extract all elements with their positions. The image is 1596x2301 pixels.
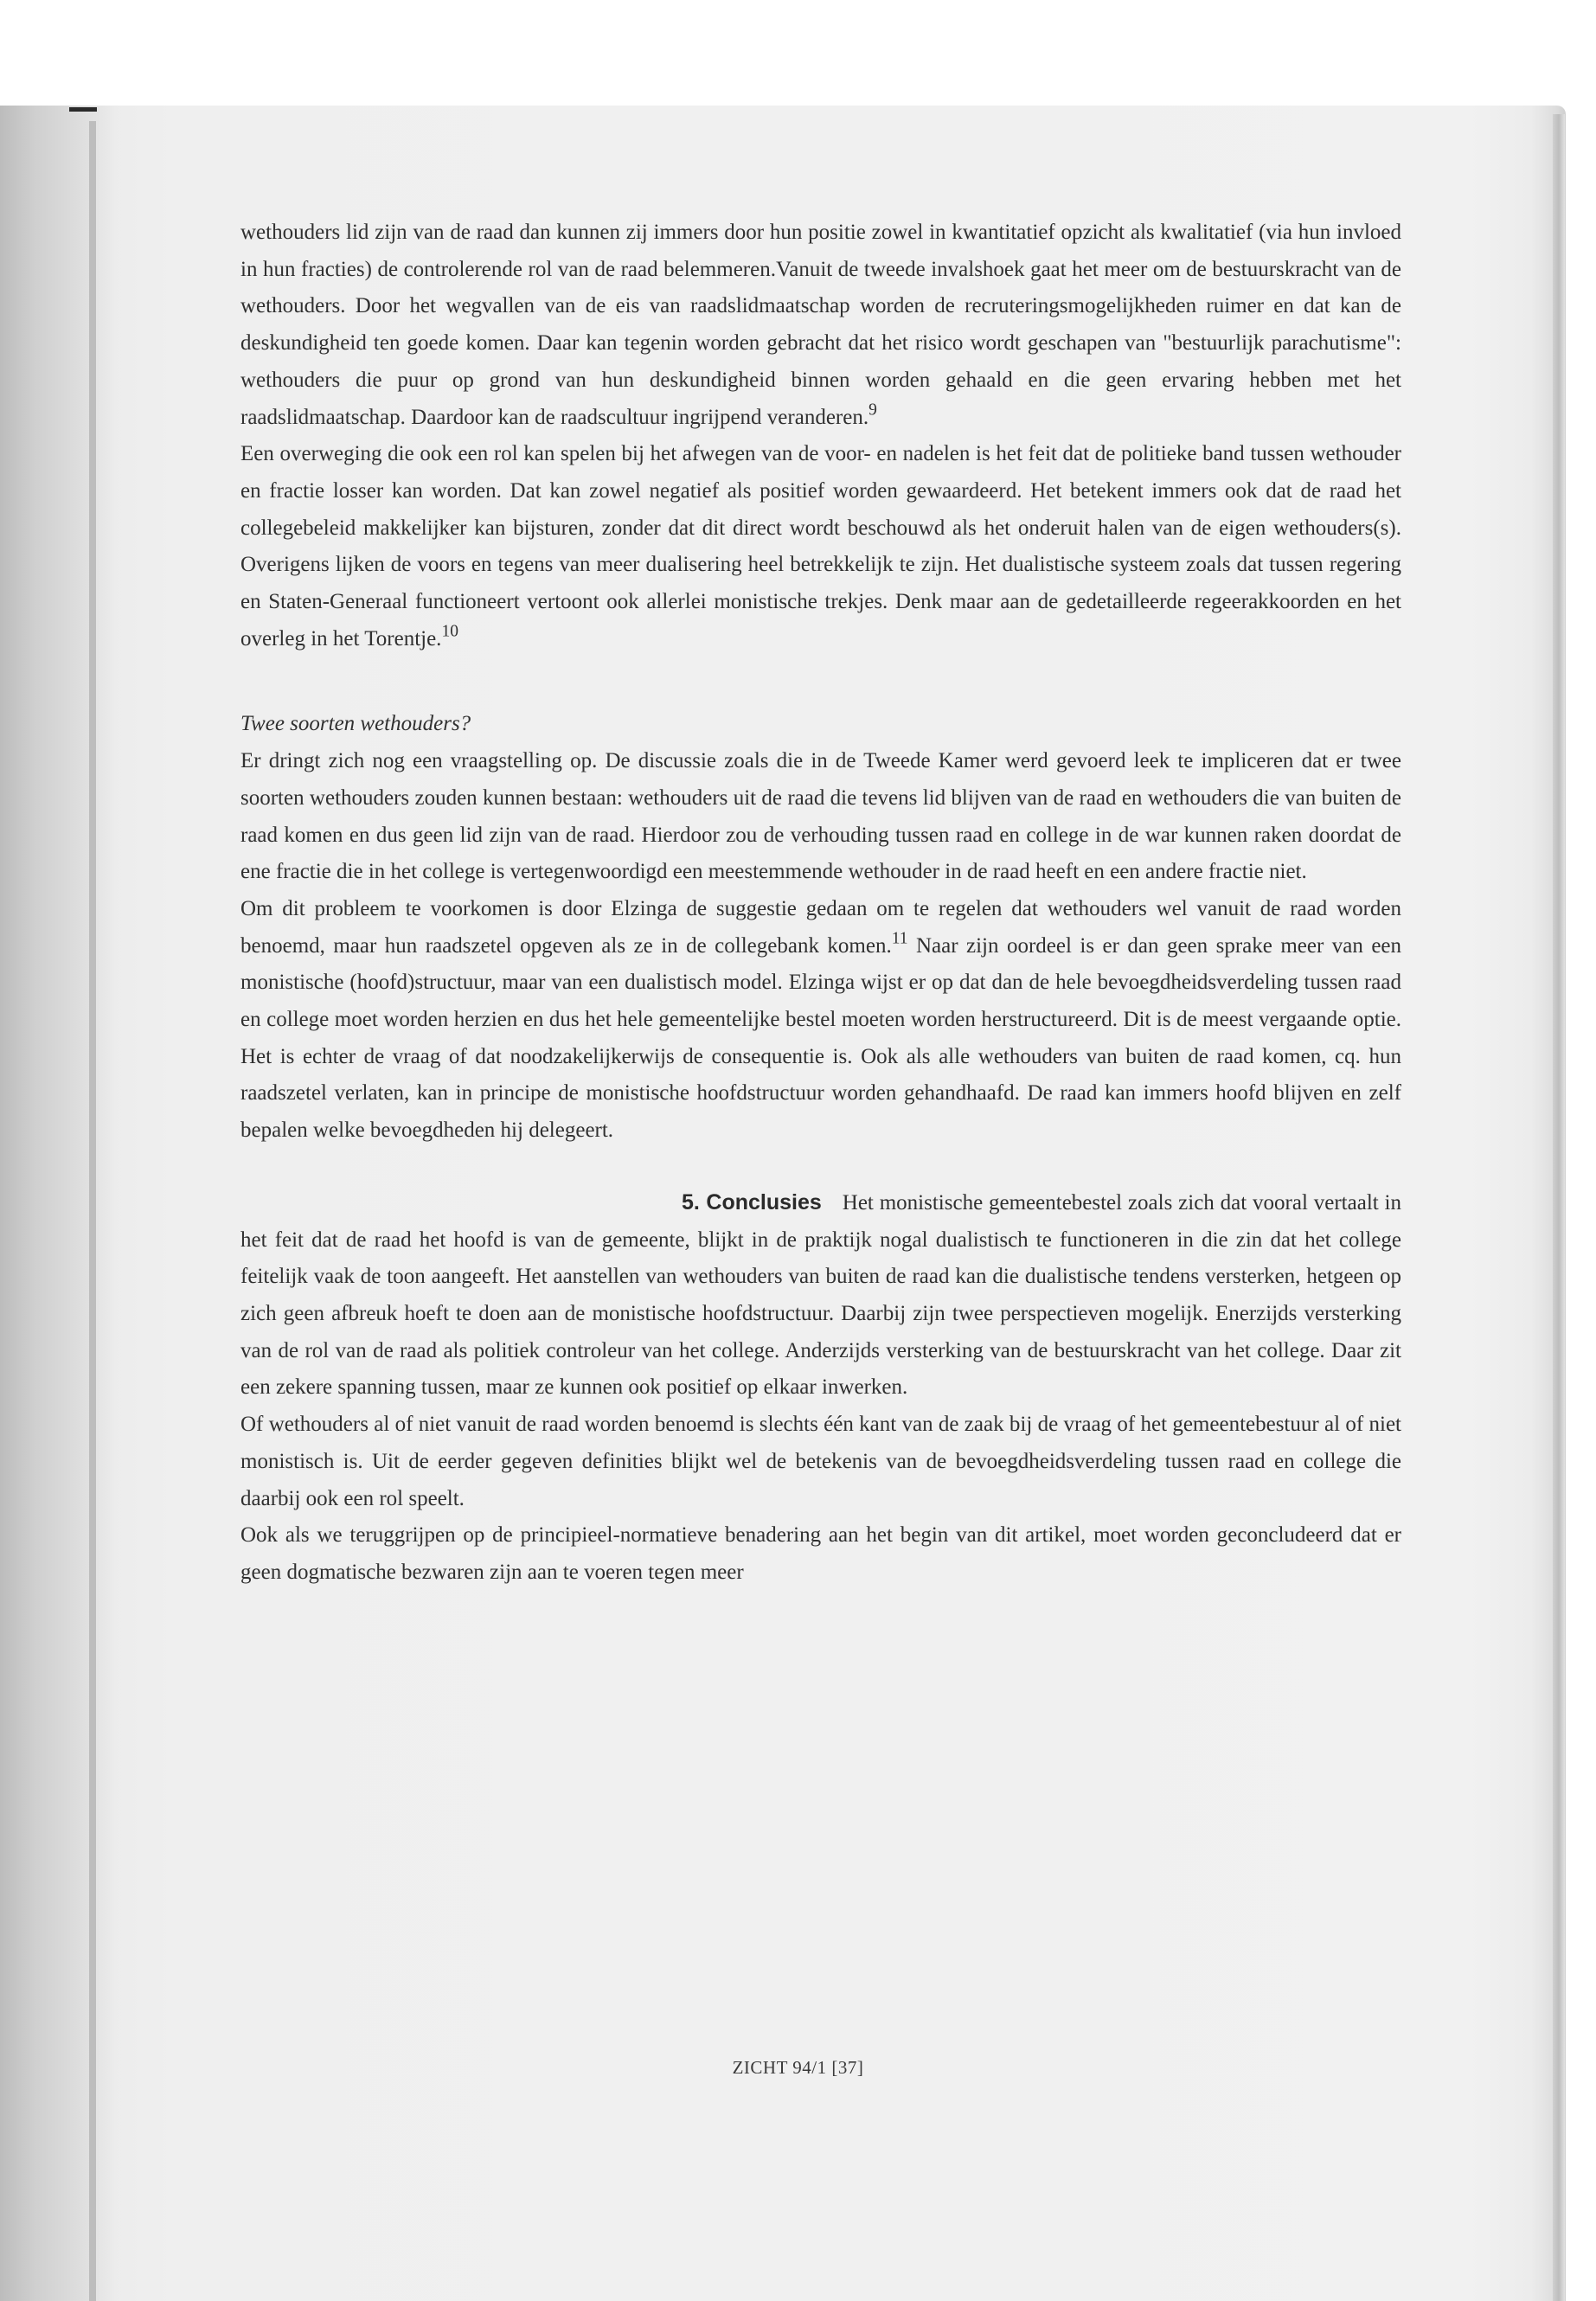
paragraph-conclusion: [240, 1184, 1401, 1407]
section-spacer: [240, 1150, 1401, 1184]
section-heading: 5. Conclusies: [682, 1189, 822, 1215]
page-edge-shadow: [1553, 114, 1565, 2301]
subheading: Twee soorten wethouders?: [240, 712, 471, 736]
footnote-marker: 10: [441, 622, 458, 641]
page-footer: ZICHT 94/1 [37]: [732, 2057, 864, 2078]
paragraph: Of wethouders al of niet vanuit de raad worden benoemd is slechts één kant van de zaak bij de vraag of het gemeentebestuur al of niet monistisch is. Uit de eerder gegeven definities blijkt wel de betekenis van de bevoegdheidsverdeling tussen raad en college die daarbij ook een rol speelt.: [240, 1413, 1401, 1510]
paragraph-text: Het monistische gemeentebestel zoals zich dat vooral vertaalt in het feit dat de raad het hoofd is van de gemeente, blijkt in de praktijk nogal dualistisch te functioneren in die zin dat het college feitelijk vaak de toon aangeeft. Het aanstellen van wethouders van buiten de raad kan die dualistische tendens versterken, hetgeen op zich geen afbreuk hoeft te doen aan de monistische hoofdstructuur. Daarbij zijn twee perspectieven mogelijk. Enerzijds versterking van de rol van de raad als politiek controleur van het college. Anderzijds versterking van de bestuurskracht van het college. Daar zit een zekere spanning tussen, maar ze kunnen ook positief op elkaar inwerken.: [240, 1190, 1402, 1400]
book-spine-line: [89, 121, 96, 2301]
paragraph: Ook als we teruggrijpen op de principieel-normatieve benadering aan het begin van dit artikel, moet worden geconcludeerd dat er geen dogmatische bezwaren zijn aan te voeren tegen meer: [240, 1523, 1401, 1584]
article-body: [240, 215, 1401, 1592]
paragraph: Er dringt zich nog een vraagstelling op. De discussie zoals die in de Tweede Kamer werd gevoerd leek te impliceren dat er twee soorten wethouders zouden kunnen bestaan: wethouders uit de raad die tevens lid blijven van de raad en wethouders die van buiten de raad komen en dus geen lid zijn van de raad. Hierdoor zou de verhouding tussen raad en college in de war kunnen raken doordat de ene fractie die in het college is vertegenwoordigd een meestemmende wethouder in de raad heeft en een andere fractie niet.: [240, 749, 1401, 884]
paragraph: [240, 891, 1401, 1150]
spine-mark: [69, 107, 97, 112]
paragraph-text: Om dit probleem te voorkomen is door Elzinga de suggestie gedaan om te regelen dat wethouders wel vanuit de raad worden benoemd, maar hun raadszetel opgeven als ze in de collegebank komen.: [240, 896, 1401, 958]
footnote-marker: 11: [891, 928, 908, 947]
paragraph-continuation: [240, 215, 1401, 436]
paragraph: [240, 436, 1401, 657]
section-spacer: [240, 657, 1401, 706]
paragraph-text: Een overweging die ook een rol kan spelen bij het afwegen van de voor- en nadelen is het feit dat de politieke band tussen wethouder en fractie losser kan worden. Dat kan zowel negatief als positief worden gewaardeerd. Het betekent immers ook dat de raad het collegebeleid makkelijker kan bijsturen, zonder dat dit direct wordt beschouwd als het onderuit halen van de eigen wethouders(s). Overigens lijken de voors en tegens van meer dualisering heel betrekkelijk te zijn. Het dualistische systeem zoals dat tussen regering en Staten-Generaal functioneert vertoont ook allerlei monistische trekjes. Denk maar aan de gedetailleerde regeerakkoorden en het overleg in het Torentje.: [240, 442, 1401, 651]
book-spine-shadow: [0, 106, 117, 2301]
paragraph-text: wethouders lid zijn van de raad dan kunnen zij immers door hun positie zowel in kwantitatief opzicht als kwalitatief (via hun invloed in hun fracties) de controlerende rol van de raad belemmeren.Vanuit de tweede invalshoek gaat het meer om de bestuurskracht van de wethouders. Door het wegvallen van de eis van raadslidmaatschap worden de recruteringsmogelijkheden ruimer en dat kan de deskundigheid ten goede komen. Daar kan tegenin worden gebracht dat het risico wordt geschapen van "bestuurlijk parachutisme": wethouders die puur op grond van hun deskundigheid binnen worden gehaald en die geen ervaring hebben met het raadslidmaatschap. Daardoor kan de raadscultuur ingrijpend veranderen.: [240, 221, 1401, 429]
footnote-marker: 9: [869, 400, 877, 419]
paragraph-text: Naar zijn oordeel is er dan geen sprake meer van een monistische (hoofd)structuur, maar van een dualistisch model. Elzinga wijst er op dat dan de hele bevoegdheidsverdeling tussen raad en college moet worden herzien en dus het hele gemeentelijke bestel moeten worden herstructureerd. Dit is de meest vergaande optie. Het is echter de vraag of dat noodzakelijkerwijs de consequentie is. Ook als alle wethouders van buiten de raad komen, cq. hun raadszetel verlaten, kan in principe de monistische hoofdstructuur worden gehandhaafd. De raad kan immers hoofd blijven en zelf bepalen welke bevoegdheden hij delegeert.: [240, 933, 1402, 1143]
